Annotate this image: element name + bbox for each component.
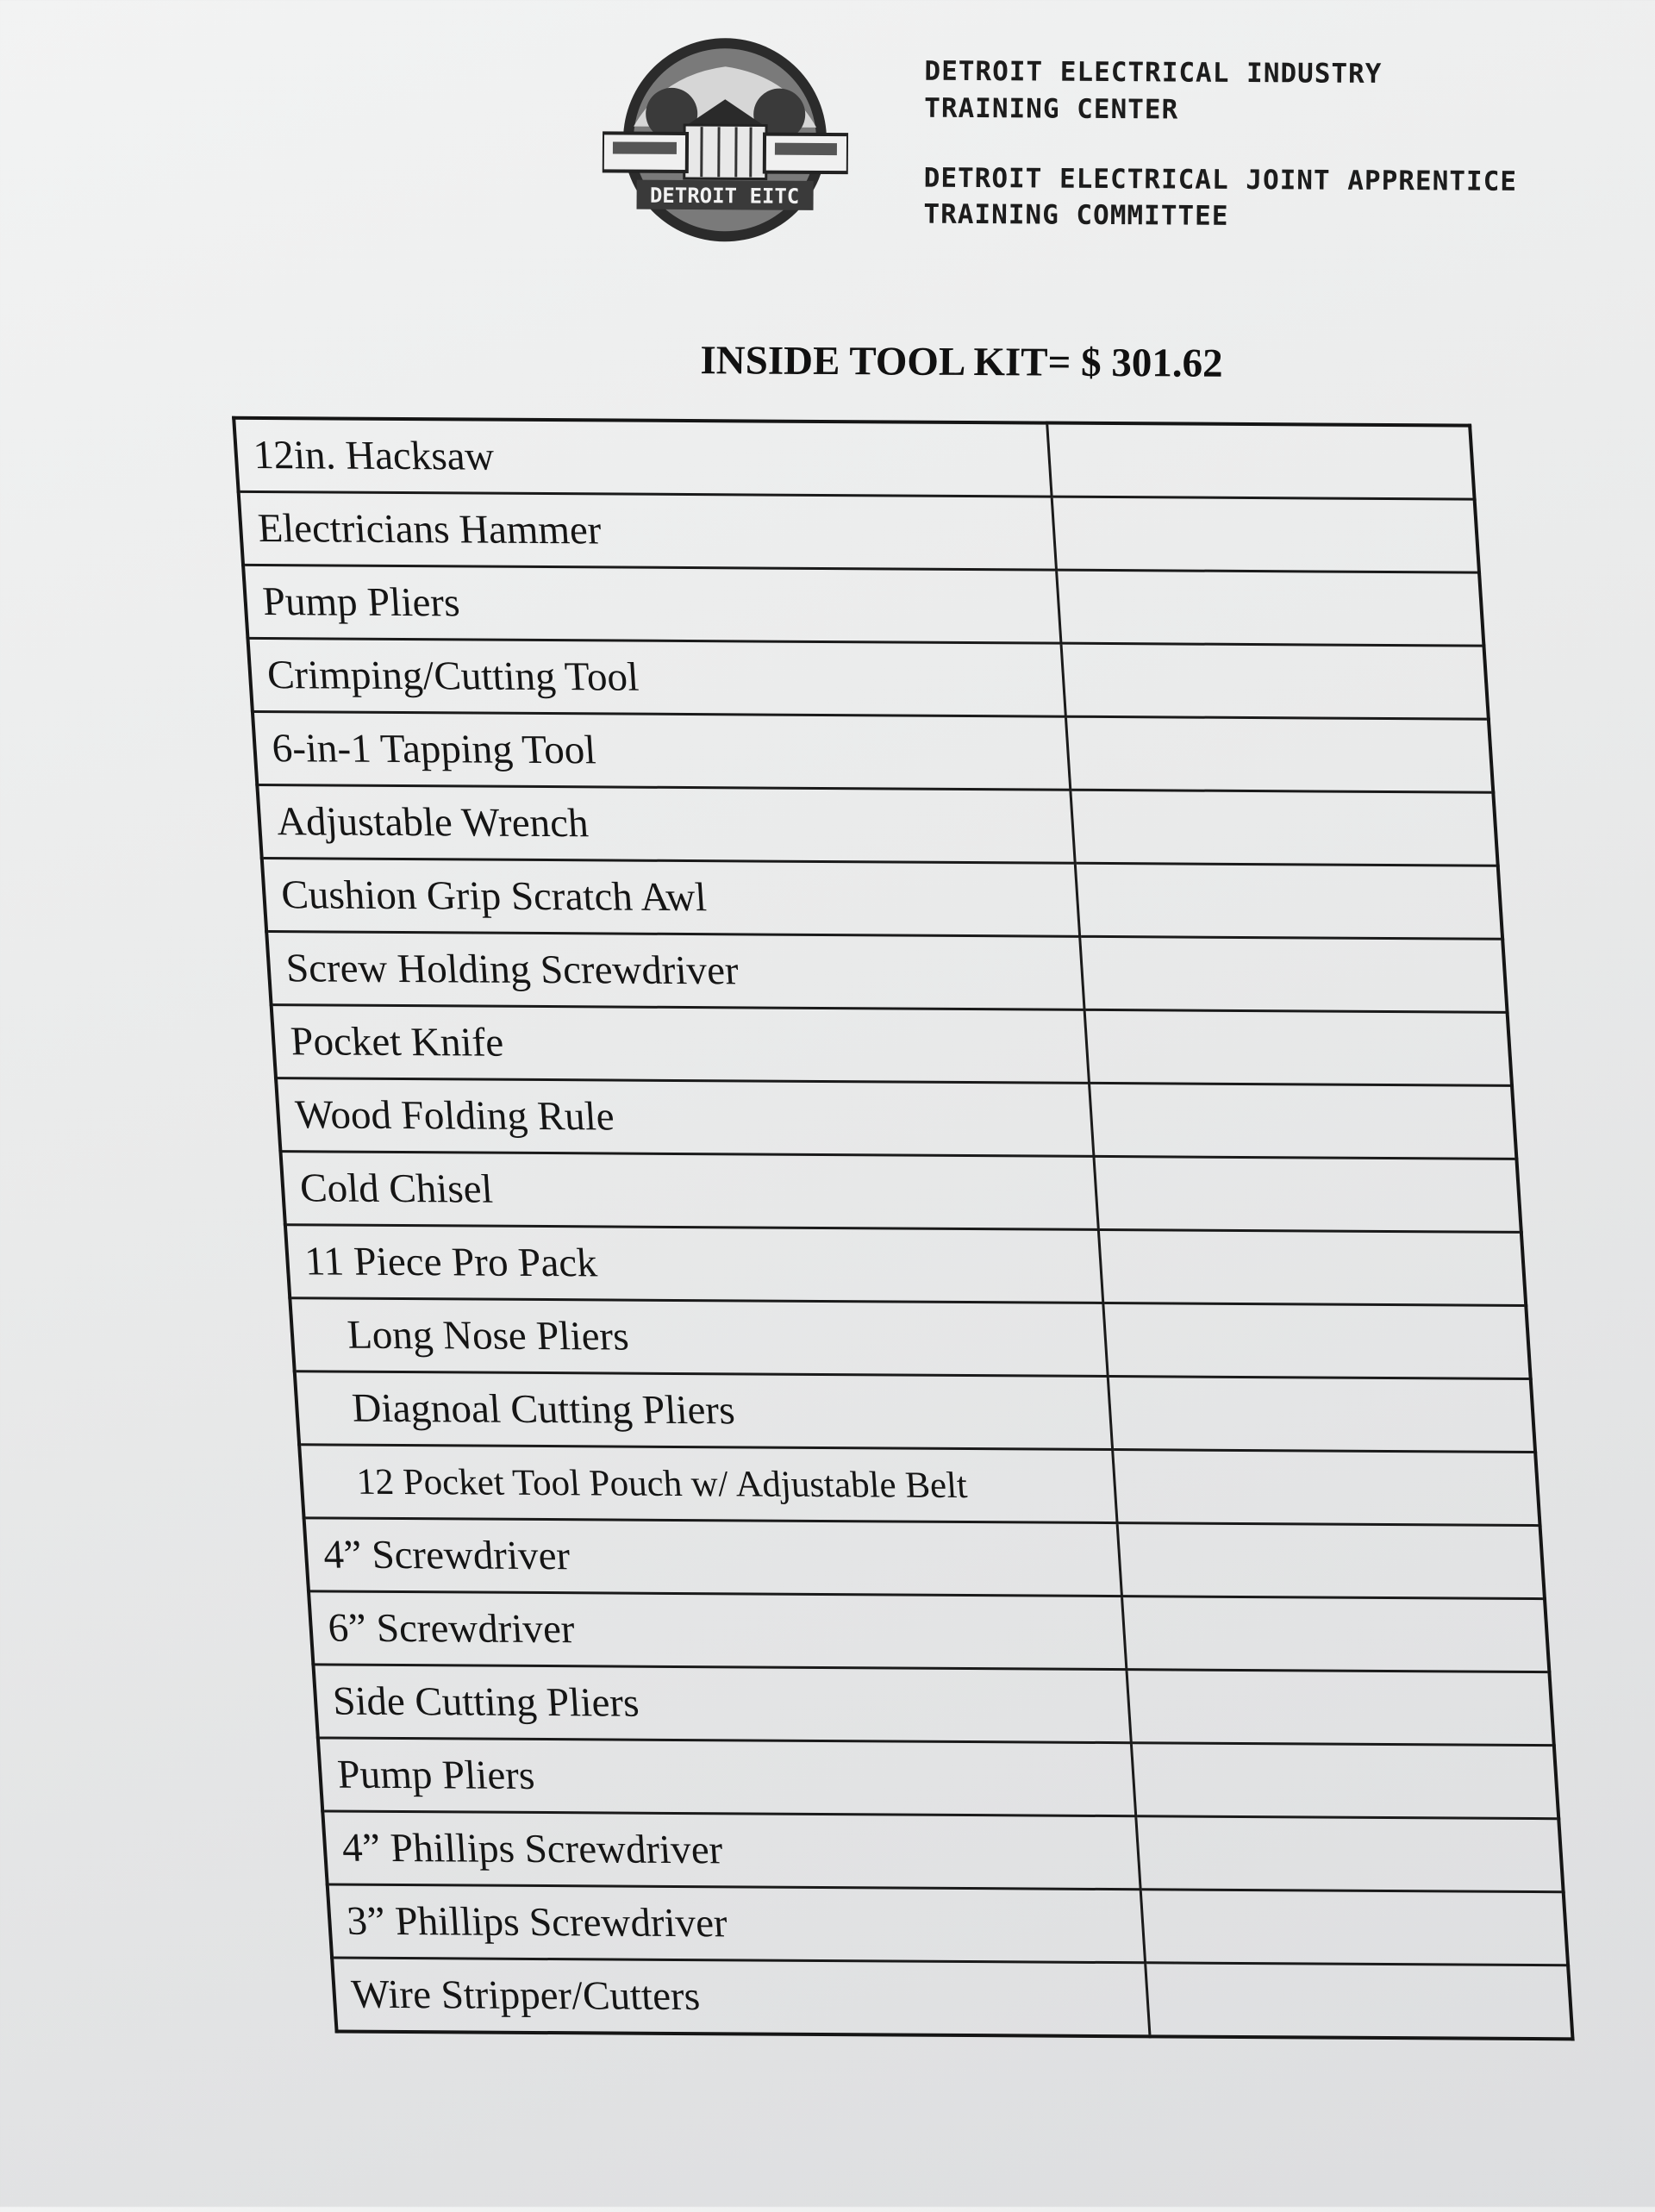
org-name-line-2: TRAINING CENTER — [924, 93, 1178, 126]
tool-name-cell: 3” Phillips Screwdriver — [328, 1884, 1146, 1963]
org-name-line-3: DETROIT ELECTRICAL JOINT APPRENTICE — [924, 163, 1517, 197]
tool-name-cell: 12in. Hacksaw — [234, 418, 1052, 497]
tool-name-cell: Side Cutting Pliers — [313, 1665, 1131, 1743]
org-name-line-1: DETROIT ELECTRICAL INDUSTRY — [924, 56, 1382, 90]
tool-name-cell: 11 Piece Pro Pack — [285, 1225, 1103, 1303]
checkoff-cell — [1075, 863, 1502, 939]
tool-name-cell: Pocket Knife — [272, 1005, 1090, 1084]
table-row — [280, 1152, 1521, 1233]
tool-name-cell: 4” Screwdriver — [304, 1518, 1122, 1597]
table-row — [299, 1445, 1539, 1526]
tool-name-cell: 6-in-1 Tapping Tool — [253, 711, 1071, 790]
tool-name-cell: 6” Screwdriver — [309, 1591, 1127, 1670]
checkoff-cell — [1103, 1303, 1531, 1378]
tool-name-cell: Pump Pliers — [243, 565, 1061, 643]
checkoff-cell — [1052, 497, 1479, 572]
checkoff-cell — [1071, 790, 1498, 865]
table-row — [247, 638, 1488, 719]
table-row — [257, 784, 1497, 865]
table-row — [239, 491, 1479, 572]
tool-name-cell: Screw Holding Screwdriver — [266, 932, 1084, 1010]
checkoff-cell — [1140, 1890, 1568, 1965]
tool-name-cell: 12 Pocket Tool Pouch w/ Adjustable Belt — [299, 1445, 1117, 1523]
checkoff-cell — [1089, 1083, 1516, 1159]
tool-name-cell: Electricians Hammer — [239, 491, 1057, 570]
tool-name-cell: Cushion Grip Scratch Awl — [262, 859, 1080, 937]
checkoff-cell — [1146, 1963, 1573, 2040]
table-row — [285, 1225, 1526, 1306]
checkoff-cell — [1047, 423, 1475, 500]
checkoff-cell — [1131, 1743, 1558, 1819]
checkoff-cell — [1084, 1009, 1512, 1085]
kit-title: INSIDE TOOL KIT= $ 301.62 — [700, 337, 1223, 387]
checkoff-cell — [1080, 936, 1508, 1012]
tool-name-cell: Long Nose Pliers — [290, 1298, 1108, 1377]
table-row — [243, 565, 1483, 646]
tool-name-cell: Pump Pliers — [318, 1738, 1136, 1816]
tool-name-cell: Crimping/Cutting Tool — [247, 638, 1065, 716]
table-row — [332, 1958, 1572, 2039]
table-row — [234, 418, 1474, 499]
detroit-eitc-logo — [602, 31, 849, 248]
checkoff-cell — [1098, 1229, 1526, 1305]
tool-name-cell: Cold Chisel — [280, 1152, 1098, 1230]
checkoff-cell — [1057, 570, 1484, 646]
table-row — [295, 1372, 1535, 1453]
table-row — [262, 859, 1502, 940]
table-row — [304, 1518, 1545, 1599]
checkoff-cell — [1127, 1670, 1554, 1746]
checkoff-cell — [1108, 1377, 1535, 1453]
table-row — [318, 1738, 1558, 1819]
table-row — [328, 1884, 1568, 1965]
table-row — [309, 1591, 1549, 1672]
checkoff-cell — [1136, 1816, 1564, 1892]
table-row — [253, 711, 1493, 792]
table-row — [266, 932, 1507, 1013]
tool-checklist-table — [232, 416, 1575, 2041]
tool-name-cell: Diagnoal Cutting Pliers — [295, 1372, 1113, 1450]
checkoff-cell — [1117, 1523, 1545, 1599]
tool-name-cell: Wire Stripper/Cutters — [332, 1958, 1150, 2036]
checkoff-cell — [1061, 643, 1489, 719]
checkoff-cell — [1065, 716, 1493, 792]
table-row — [276, 1078, 1516, 1159]
org-name-line-4: TRAINING COMMITTEE — [923, 199, 1228, 232]
logo-text: DETROIT EITC — [650, 184, 800, 209]
tool-name-cell: Adjustable Wrench — [257, 784, 1075, 863]
checkoff-cell — [1094, 1156, 1521, 1232]
table-row — [272, 1005, 1512, 1086]
checkoff-cell — [1121, 1597, 1549, 1672]
table-row — [290, 1298, 1530, 1379]
checkoff-cell — [1113, 1450, 1540, 1526]
table-row — [322, 1811, 1563, 1892]
tool-name-cell: Wood Folding Rule — [276, 1078, 1094, 1157]
tool-name-cell: 4” Phillips Screwdriver — [322, 1811, 1140, 1890]
table-row — [313, 1665, 1553, 1746]
